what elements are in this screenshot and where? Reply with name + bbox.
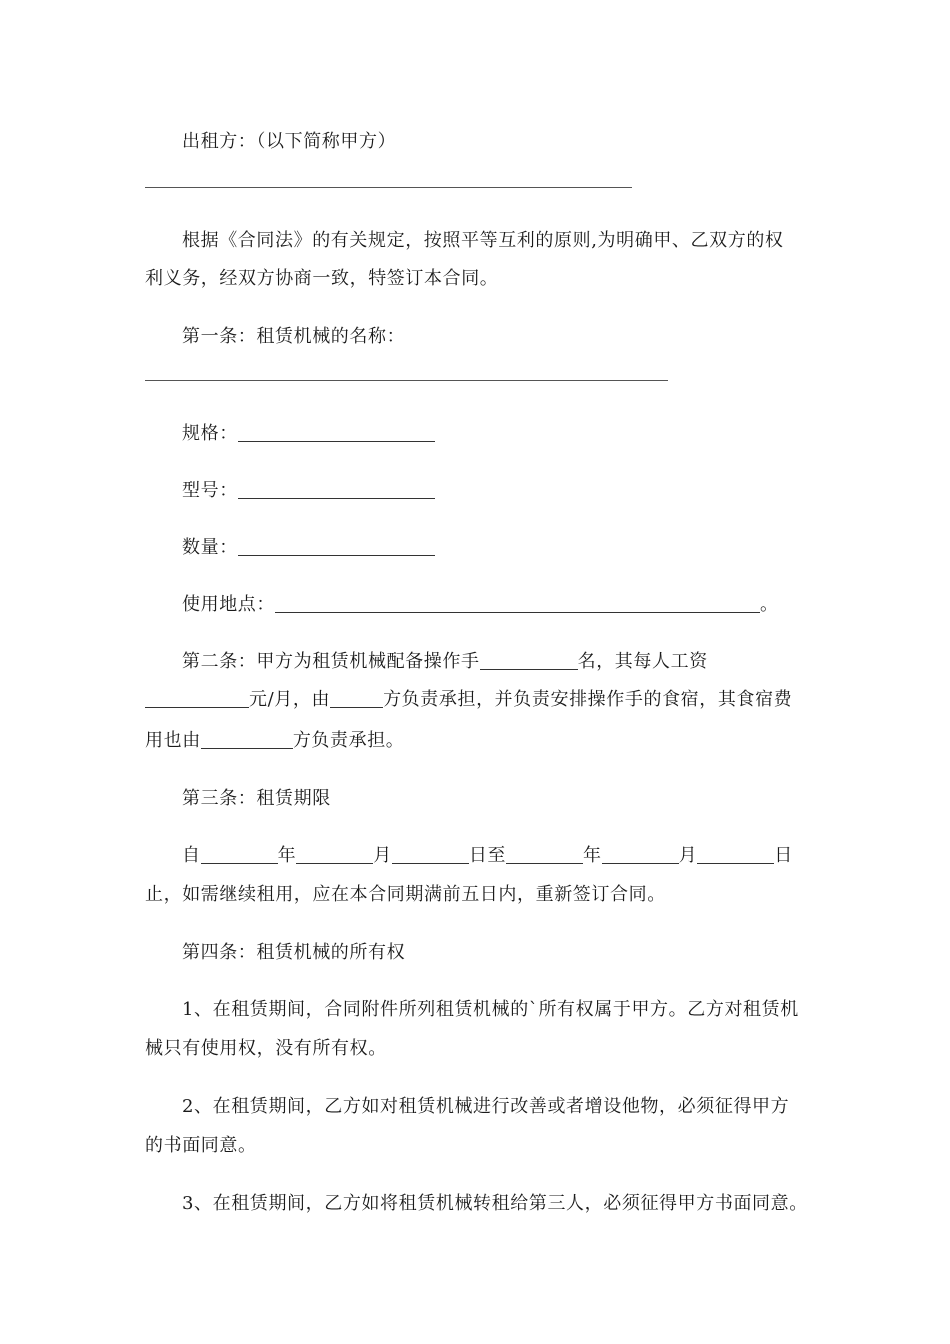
article3-title: 第三条：租赁期限 — [182, 788, 331, 809]
start-year-blank — [201, 845, 278, 864]
article2-line-2 — [145, 688, 792, 712]
article2-text-f: 方负责承担。 — [292, 730, 405, 751]
wage-party-blank — [330, 689, 383, 708]
spec-row — [182, 422, 435, 446]
article4-title: 第四条：租赁机械的所有权 — [182, 942, 406, 963]
article2-line-3 — [145, 729, 404, 753]
month-text-2: 月 — [678, 845, 698, 866]
article2-line-1 — [182, 650, 708, 674]
lessor-heading: 出租方：（以下简称甲方） — [182, 131, 397, 152]
location-row — [182, 593, 779, 617]
article3-line-2: 止，如需继续租用，应在本合同期满前五日内，重新签订合同。 — [145, 884, 666, 905]
operator-count-blank — [480, 651, 578, 670]
day-to-text: 日至 — [468, 845, 507, 866]
quantity-blank — [238, 537, 435, 556]
wage-blank — [145, 689, 249, 708]
location-blank — [275, 594, 760, 613]
lessor-blank-line — [145, 187, 632, 188]
board-party-blank — [201, 730, 293, 749]
article2-text-d: 方负责承担，并负责安排操作手的食宿，其食宿费 — [383, 689, 793, 710]
article2-text-c: 元/月，由 — [249, 689, 331, 710]
article1-title: 第一条：租赁机械的名称： — [182, 326, 406, 347]
spec-label: 规格： — [182, 423, 238, 444]
model-row — [182, 479, 435, 503]
day-end-text: 日 — [774, 845, 793, 866]
article4-clause2-line2: 的书面同意。 — [145, 1135, 257, 1156]
end-day-blank — [697, 845, 774, 864]
intro-line-2: 利义务，经双方协商一致，特签订本合同。 — [145, 268, 499, 289]
year-text-1: 年 — [277, 845, 297, 866]
article4-clause3-line1: 3、在租赁期间，乙方如将租赁机械转租给第三人，必须征得甲方书面同意。 — [182, 1193, 808, 1214]
quantity-row — [182, 536, 435, 560]
start-day-blank — [392, 845, 469, 864]
article2-text-a: 第二条：甲方为租赁机械配备操作手 — [182, 651, 480, 672]
article4-clause2-line1: 2、在租赁期间，乙方如对租赁机械进行改善或者增设他物，必须征得甲方 — [182, 1096, 790, 1117]
location-end-mark: 。 — [760, 594, 779, 615]
month-text-1: 月 — [373, 845, 392, 866]
article4-clause1-line1: 1、在租赁期间，合同附件所列租赁机械的`所有权属于甲方。乙方对租赁机 — [182, 999, 799, 1020]
article2-text-e: 用也由 — [145, 730, 201, 751]
end-month-blank — [602, 845, 679, 864]
year-text-2: 年 — [583, 845, 602, 866]
start-month-blank — [296, 845, 373, 864]
model-blank — [238, 480, 435, 499]
end-year-blank — [506, 845, 583, 864]
article2-text-b: 名，其每人工资 — [577, 651, 708, 672]
intro-line-1: 根据《合同法》的有关规定，按照平等互利的原则,为明确甲、乙双方的权 — [182, 230, 784, 251]
model-label: 型号： — [182, 480, 238, 501]
machine-name-blank-line — [145, 380, 668, 381]
article3-period-line — [182, 844, 793, 868]
article4-clause1-line2: 械只有使用权，没有所有权。 — [145, 1038, 387, 1059]
from-text: 自 — [182, 845, 201, 866]
quantity-label: 数量： — [182, 537, 238, 558]
location-label: 使用地点： — [182, 594, 275, 615]
spec-blank — [238, 423, 435, 442]
